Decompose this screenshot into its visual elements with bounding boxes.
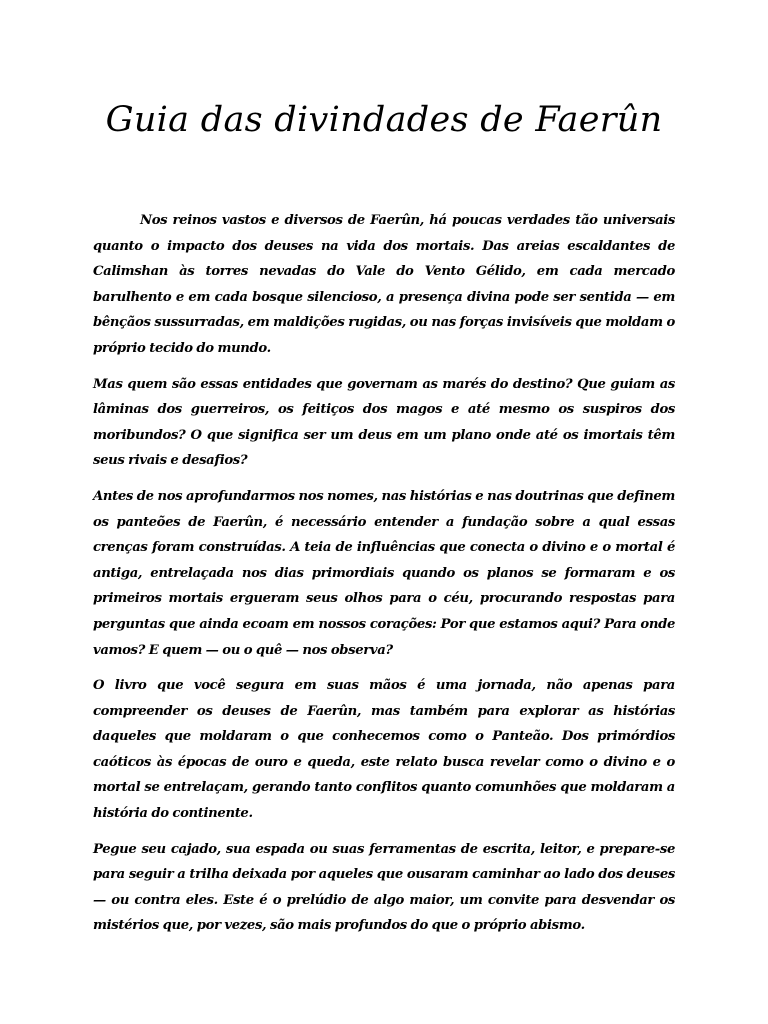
paragraph-invitation: Pegue seu cajado, sua espada ou suas ferramentas de escrita, leitor, e prepare-se para seguir a trilha deixada por aqueles que ousaram caminhar ao lado dos deuses — ou contra eles. Este é o prelúdio de algo maior, um convite para desvendar os mistérios que, por vezes, são mais profundos do que o próprio abismo.	[93, 841, 675, 934]
paragraph-intro: Nos reinos vastos e diversos de Faerûn, há poucas verdades tão universais quanto o impacto dos deuses na vida dos mortais. Das areias escaldantes de Calimshan às torres nevadas do Vale do Vento Gélido, em cada mercado barulhento e em cada bosque silencioso, a presença divina pode ser sentida — em bênçãos sussurradas, em maldições rugidas, ou nas forças invisíveis que moldam o próprio tecido do mundo.	[93, 213, 675, 356]
paragraph-foundation: Antes de nos aprofundarmos nos nomes, nas histórias e nas doutrinas que definem os panteões de Faerûn, é necessário entender a fundação sobre a qual essas crenças foram construídas. A teia de influências que conecta o divino e o mortal é antiga, entrelaçada nos dias primordiais quando os planos se formaram e os primeiros mortais ergueram seus olhos para o céu, procurando respostas para perguntas que ainda ecoam em nossos corações: Por que estamos aqui? Para onde vamos? E quem — ou o quê — nos observa?	[93, 488, 675, 658]
paragraph-book-journey: O livro que você segura em suas mãos é uma jornada, não apenas para compreender os deuses de Faerûn, mas também para explorar as histórias daqueles que moldaram o que conhecemos como o Panteão. Dos primórdios caóticos às épocas de ouro e queda, este relato busca revelar como o divino e o mortal se entrelaçam, gerando tanto conflitos quanto comunhões que moldaram a história do continente.	[93, 678, 675, 822]
document-title: Guia das divindades de Faerûn	[105, 100, 663, 140]
paragraph-questions: Mas quem são essas entidades que governam as marés do destino? Que guiam as lâminas dos guerreiros, os feitiços dos magos e até mesmo os suspiros dos moribundos? O que significa ser um deus em um plano onde até os imortais têm seus rivais e desafios?	[93, 376, 675, 469]
document-body	[93, 208, 675, 949]
